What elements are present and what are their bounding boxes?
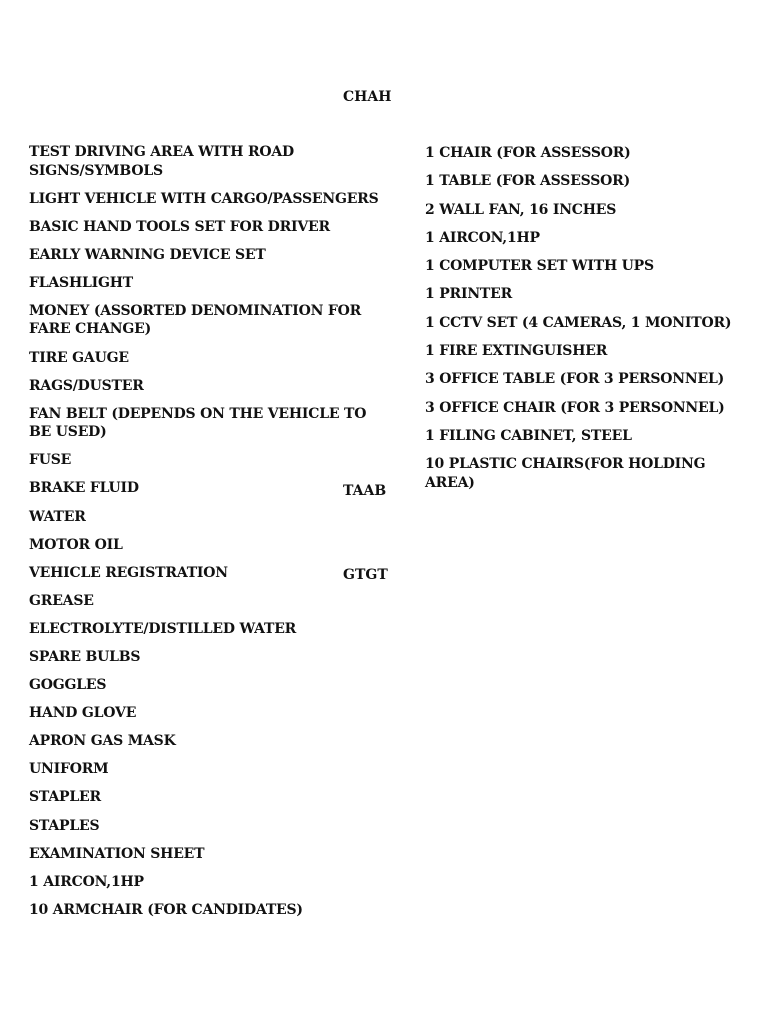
list-item: BRAKE FLUID [29, 480, 139, 497]
list-item: STAPLES [29, 817, 100, 834]
list-item: 1 FIRE EXTINGUISHER [425, 343, 608, 360]
list-item: MONEY (ASSORTED DENOMINATION FOR FARE CHANGE) [29, 302, 362, 338]
list-item: EXAMINATION SHEET [29, 845, 205, 862]
side-label: GTGT [343, 567, 388, 583]
list-item: LIGHT VEHICLE WITH CARGO/PASSENGERS [29, 190, 379, 207]
list-item: FAN BELT (DEPENDS ON THE VEHICLE TO BE USED) [29, 405, 367, 441]
side-label: TAAB [343, 483, 387, 499]
list-item: 1 CHAIR (FOR ASSESSOR) [425, 145, 631, 161]
list-item: FUSE [29, 452, 72, 469]
list-item: STAPLER [29, 789, 101, 806]
list-item: MOTOR OIL [29, 536, 123, 553]
list-item: 10 ARMCHAIR (FOR CANDIDATES) [29, 901, 303, 918]
list-item: 1 TABLE (FOR ASSESSOR) [425, 173, 631, 190]
list-item: WATER [29, 508, 86, 525]
list-item: 1 CCTV SET (4 CAMERAS, 1 MONITOR) [425, 314, 732, 331]
list-item: BASIC HAND TOOLS SET FOR DRIVER [29, 218, 330, 235]
page-heading: CHAH [343, 89, 392, 105]
right-item-list [425, 144, 745, 502]
list-item: 1 FILING CABINET, STEEL [425, 427, 632, 444]
list-item: ELECTROLYTE/DISTILLED WATER [29, 620, 297, 637]
list-item: 1 AIRCON,1HP [425, 229, 540, 246]
list-item: VEHICLE REGISTRATION [29, 564, 228, 581]
list-item: 1 AIRCON,1HP [29, 873, 144, 890]
list-item: TEST DRIVING AREA WITH ROAD SIGNS/SYMBOLS [29, 144, 294, 179]
list-item: APRON GAS MASK [29, 733, 176, 750]
left-item-list [29, 143, 379, 929]
list-item: GREASE [29, 592, 94, 609]
list-item: FLASHLIGHT [29, 274, 133, 291]
list-item: GOGGLES [29, 677, 107, 694]
list-item: HAND GLOVE [29, 705, 137, 722]
list-item: 3 OFFICE CHAIR (FOR 3 PERSONNEL) [425, 399, 725, 416]
list-item: 10 PLASTIC CHAIRS(FOR HOLDING AREA) [425, 456, 706, 491]
list-item: SPARE BULBS [29, 649, 141, 665]
list-item: EARLY WARNING DEVICE SET [29, 246, 266, 263]
list-item: RAGS/DUSTER [29, 377, 144, 394]
list-item: 1 COMPUTER SET WITH UPS [425, 258, 654, 275]
list-item: 3 OFFICE TABLE (FOR 3 PERSONNEL) [425, 371, 725, 388]
list-item: 1 PRINTER [425, 286, 513, 303]
list-item: TIRE GAUGE [29, 349, 129, 366]
list-item: 2 WALL FAN, 16 INCHES [425, 201, 617, 218]
list-item: UNIFORM [29, 761, 109, 778]
